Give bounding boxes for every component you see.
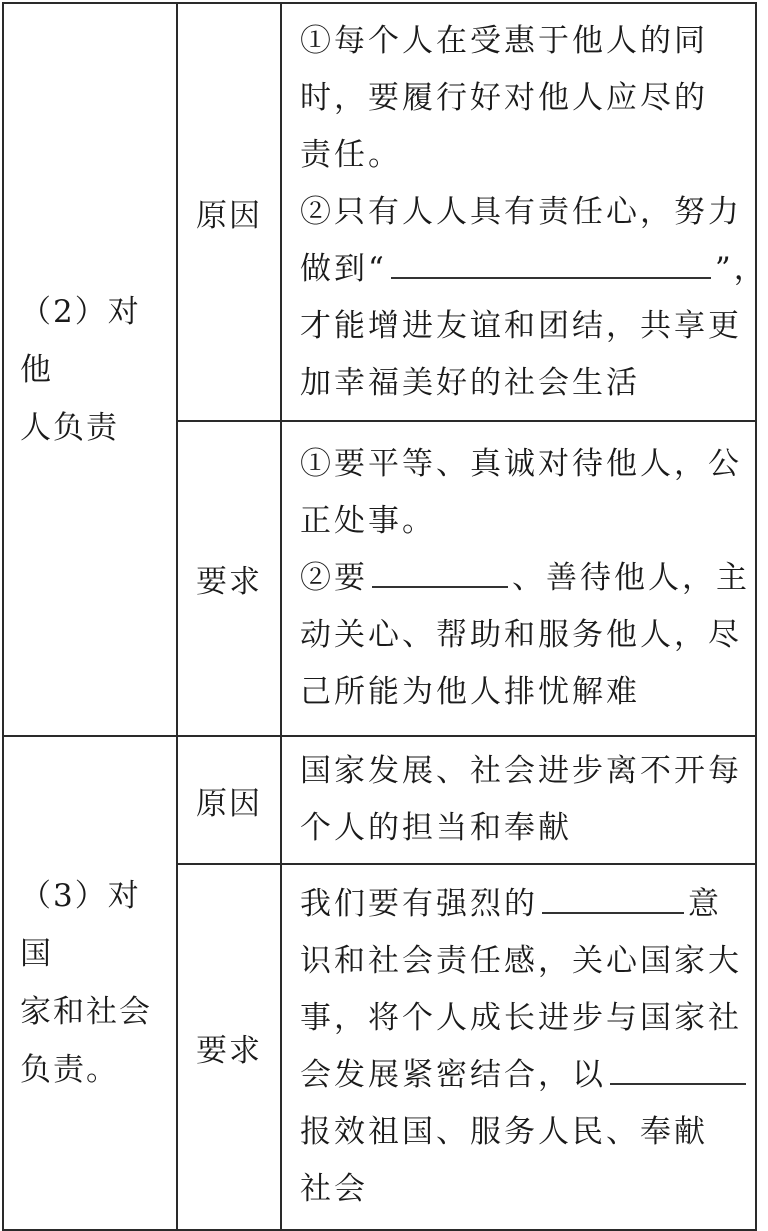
content-reason-country [281, 736, 756, 864]
label-reason: 原因 [177, 3, 281, 421]
label-requirement: 要求 [177, 421, 281, 736]
text-line: 事，将个人成长进步与国家社 [300, 1000, 742, 1036]
label-reason: 原因 [177, 736, 281, 864]
topic-line: 负责。 [20, 1052, 119, 1088]
fill-in-blank[interactable] [610, 1051, 746, 1085]
text-line: 国家发展、社会进步离不开每 [300, 753, 742, 789]
text-line: 加幸福美好的社会生活 [300, 364, 640, 401]
text-line: 个人的担当和奉献 [300, 810, 572, 846]
text-fragment: 我们要有强烈的 [300, 886, 538, 922]
text-line: 识和社会责任感，关心国家大 [300, 943, 742, 979]
text-line: ②只有人人具有责任心，努力 [300, 193, 742, 230]
text-line: 正处事。 [300, 503, 436, 539]
content-requirement-country [281, 864, 756, 1230]
responsibility-table [2, 2, 768, 1231]
content-requirement-others [281, 421, 756, 736]
topic-line: （2）对 他 [20, 293, 141, 388]
text-fragment: 做到“ [300, 250, 387, 287]
text-line-with-blank [300, 876, 741, 933]
text-line: 时，要履行好对他人应尽的 [300, 79, 708, 116]
text-fragment: 意 [688, 886, 722, 922]
fill-in-blank[interactable] [372, 554, 508, 588]
topic-line: 家和社会 [20, 994, 152, 1030]
fill-in-blank[interactable] [391, 245, 711, 279]
topic-cell-others [3, 3, 177, 736]
text-line: 责任。 [300, 136, 402, 173]
topic-cell-country-society [3, 736, 177, 1230]
text-line-with-blank [300, 550, 750, 607]
topic-line: 人负责 [20, 409, 119, 446]
text-fragment: 会发展紧密结合，以 [300, 1057, 606, 1093]
label-requirement: 要求 [177, 864, 281, 1230]
text-line: 才能增进友谊和团结，共享更 [300, 307, 742, 344]
table-row [3, 736, 756, 864]
text-line: 报效祖国、服务人民、奉献 [300, 1114, 708, 1150]
table-row [3, 3, 756, 421]
text-fragment: ②要 [300, 560, 368, 596]
text-line: ①要平等、真诚对待他人，公 [300, 446, 742, 482]
text-line-with-blank [300, 241, 768, 298]
text-line: 动关心、帮助和服务他人，尽 [300, 617, 742, 653]
fill-in-blank[interactable] [542, 880, 684, 914]
text-fragment: 、善待他人，主 [512, 560, 750, 596]
text-line: 己所能为他人排忧解难 [300, 674, 640, 710]
text-fragment: ”， [714, 250, 768, 287]
topic-line: （3）对 国 [20, 878, 141, 972]
content-reason-others [281, 3, 768, 421]
text-line-with-blank [300, 1047, 741, 1104]
text-line: ①每个人在受惠于他人的同 [300, 22, 708, 59]
text-line: 社会 [300, 1171, 368, 1207]
